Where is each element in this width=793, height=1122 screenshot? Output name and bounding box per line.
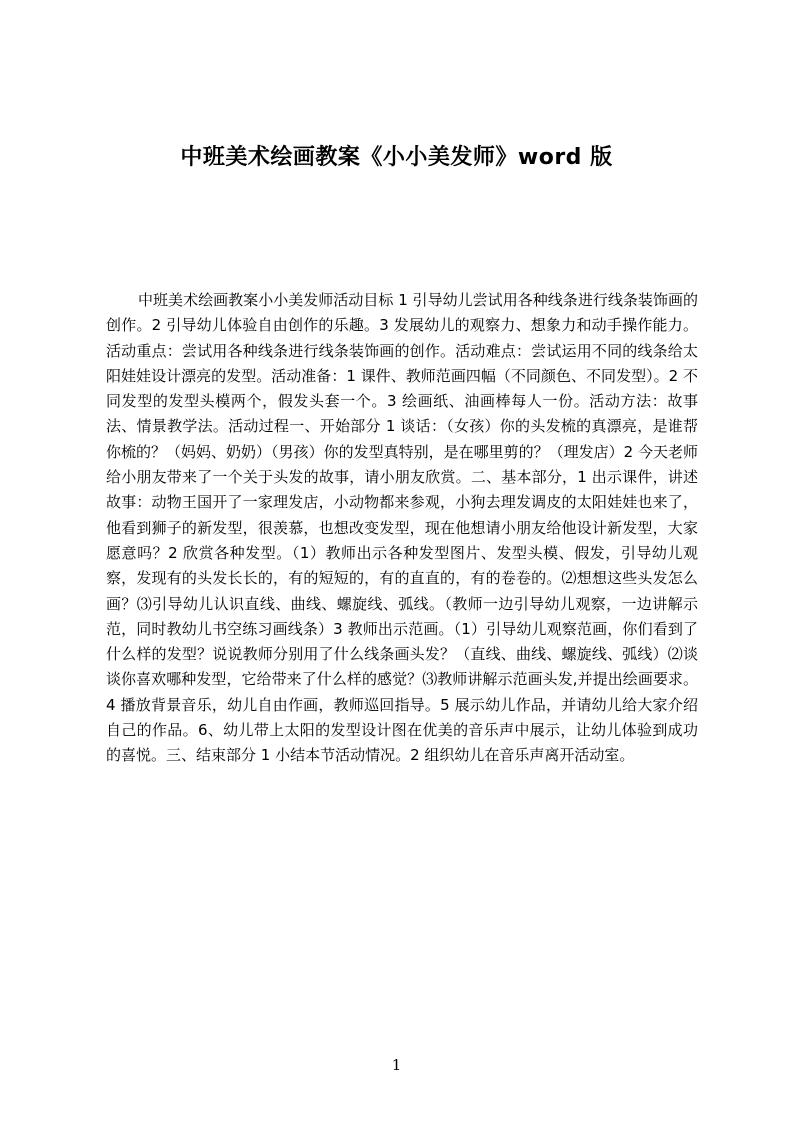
document-body-paragraph: 中班美术绘画教案小小美发师活动目标 1 引导幼儿尝试用各种线条进行线条装饰画的创作。2 引导幼儿体验自由创作的乐趣。3 发展幼儿的观察力、想象力和动手操作能力。活动重点：尝试用各种线条进行线条装饰画的创作。活动难点：尝试运用不同的线条给太阳娃娃设计漂亮的发型。活动准备：1 课件、教师范画四幅（不同颜色、不同发型）。2 不同发型的发型头模两个，假发头套一个。3 绘画纸、油画棒每人一份。活动方法：故事法、情景教学法。活动过程一、开始部分 1 谈话：（女孩）你的头发梳的真漂亮，是谁帮你梳的？（妈妈、奶奶）（男孩）你的发型真特别，是在哪里剪的？（理发店）2 今天老师给小朋友带来了一个关于头发的故事，请小朋友欣赏。二、基本部分，1 出示课件，讲述故事：动物王国开了一家理发店，小动物都来参观，小狗去理发调皮的太阳娃娃也来了，他看到狮子的新发型，很羡慕，也想改变发型，现在他想请小朋友给他设计新发型，大家愿意吗？2 欣赏各种发型。（1）教师出示各种发型图片、发型头模、假发，引导幼儿观察，发现有的头发长长的，有的短短的，有的直直的，有的卷卷的。⑵想想这些头发怎么画？⑶引导幼儿认识直线、曲线、螺旋线、弧线。（教师一边引导幼儿观察，一边讲解示范，同时教幼儿书空练习画线条）3 教师出示范画。（1）引导幼儿观察范画，你们看到了什么样的发型？说说教师分别用了什么线条画头发？（直线、曲线、螺旋线、弧线）⑵谈谈你喜欢哪种发型，它给带来了什么样的感觉？⑶教师讲解示范画头发,并提出绘画要求。 4 播放背景音乐，幼儿自由作画，教师巡回指导。5 展示幼儿作品，并请幼儿给大家介绍自己的作品。6、幼儿带上太阳的发型设计图在优美的音乐声中展示，让幼儿体验到成功的喜悦。三、结束部分 1 小结本节活动情况。2 组织幼儿在音乐声离开活动室。 <box>106 291 698 765</box>
document-title: 中班美术绘画教案《小小美发师》word 版 <box>180 145 613 170</box>
page-number: 1 <box>391 1056 402 1074</box>
